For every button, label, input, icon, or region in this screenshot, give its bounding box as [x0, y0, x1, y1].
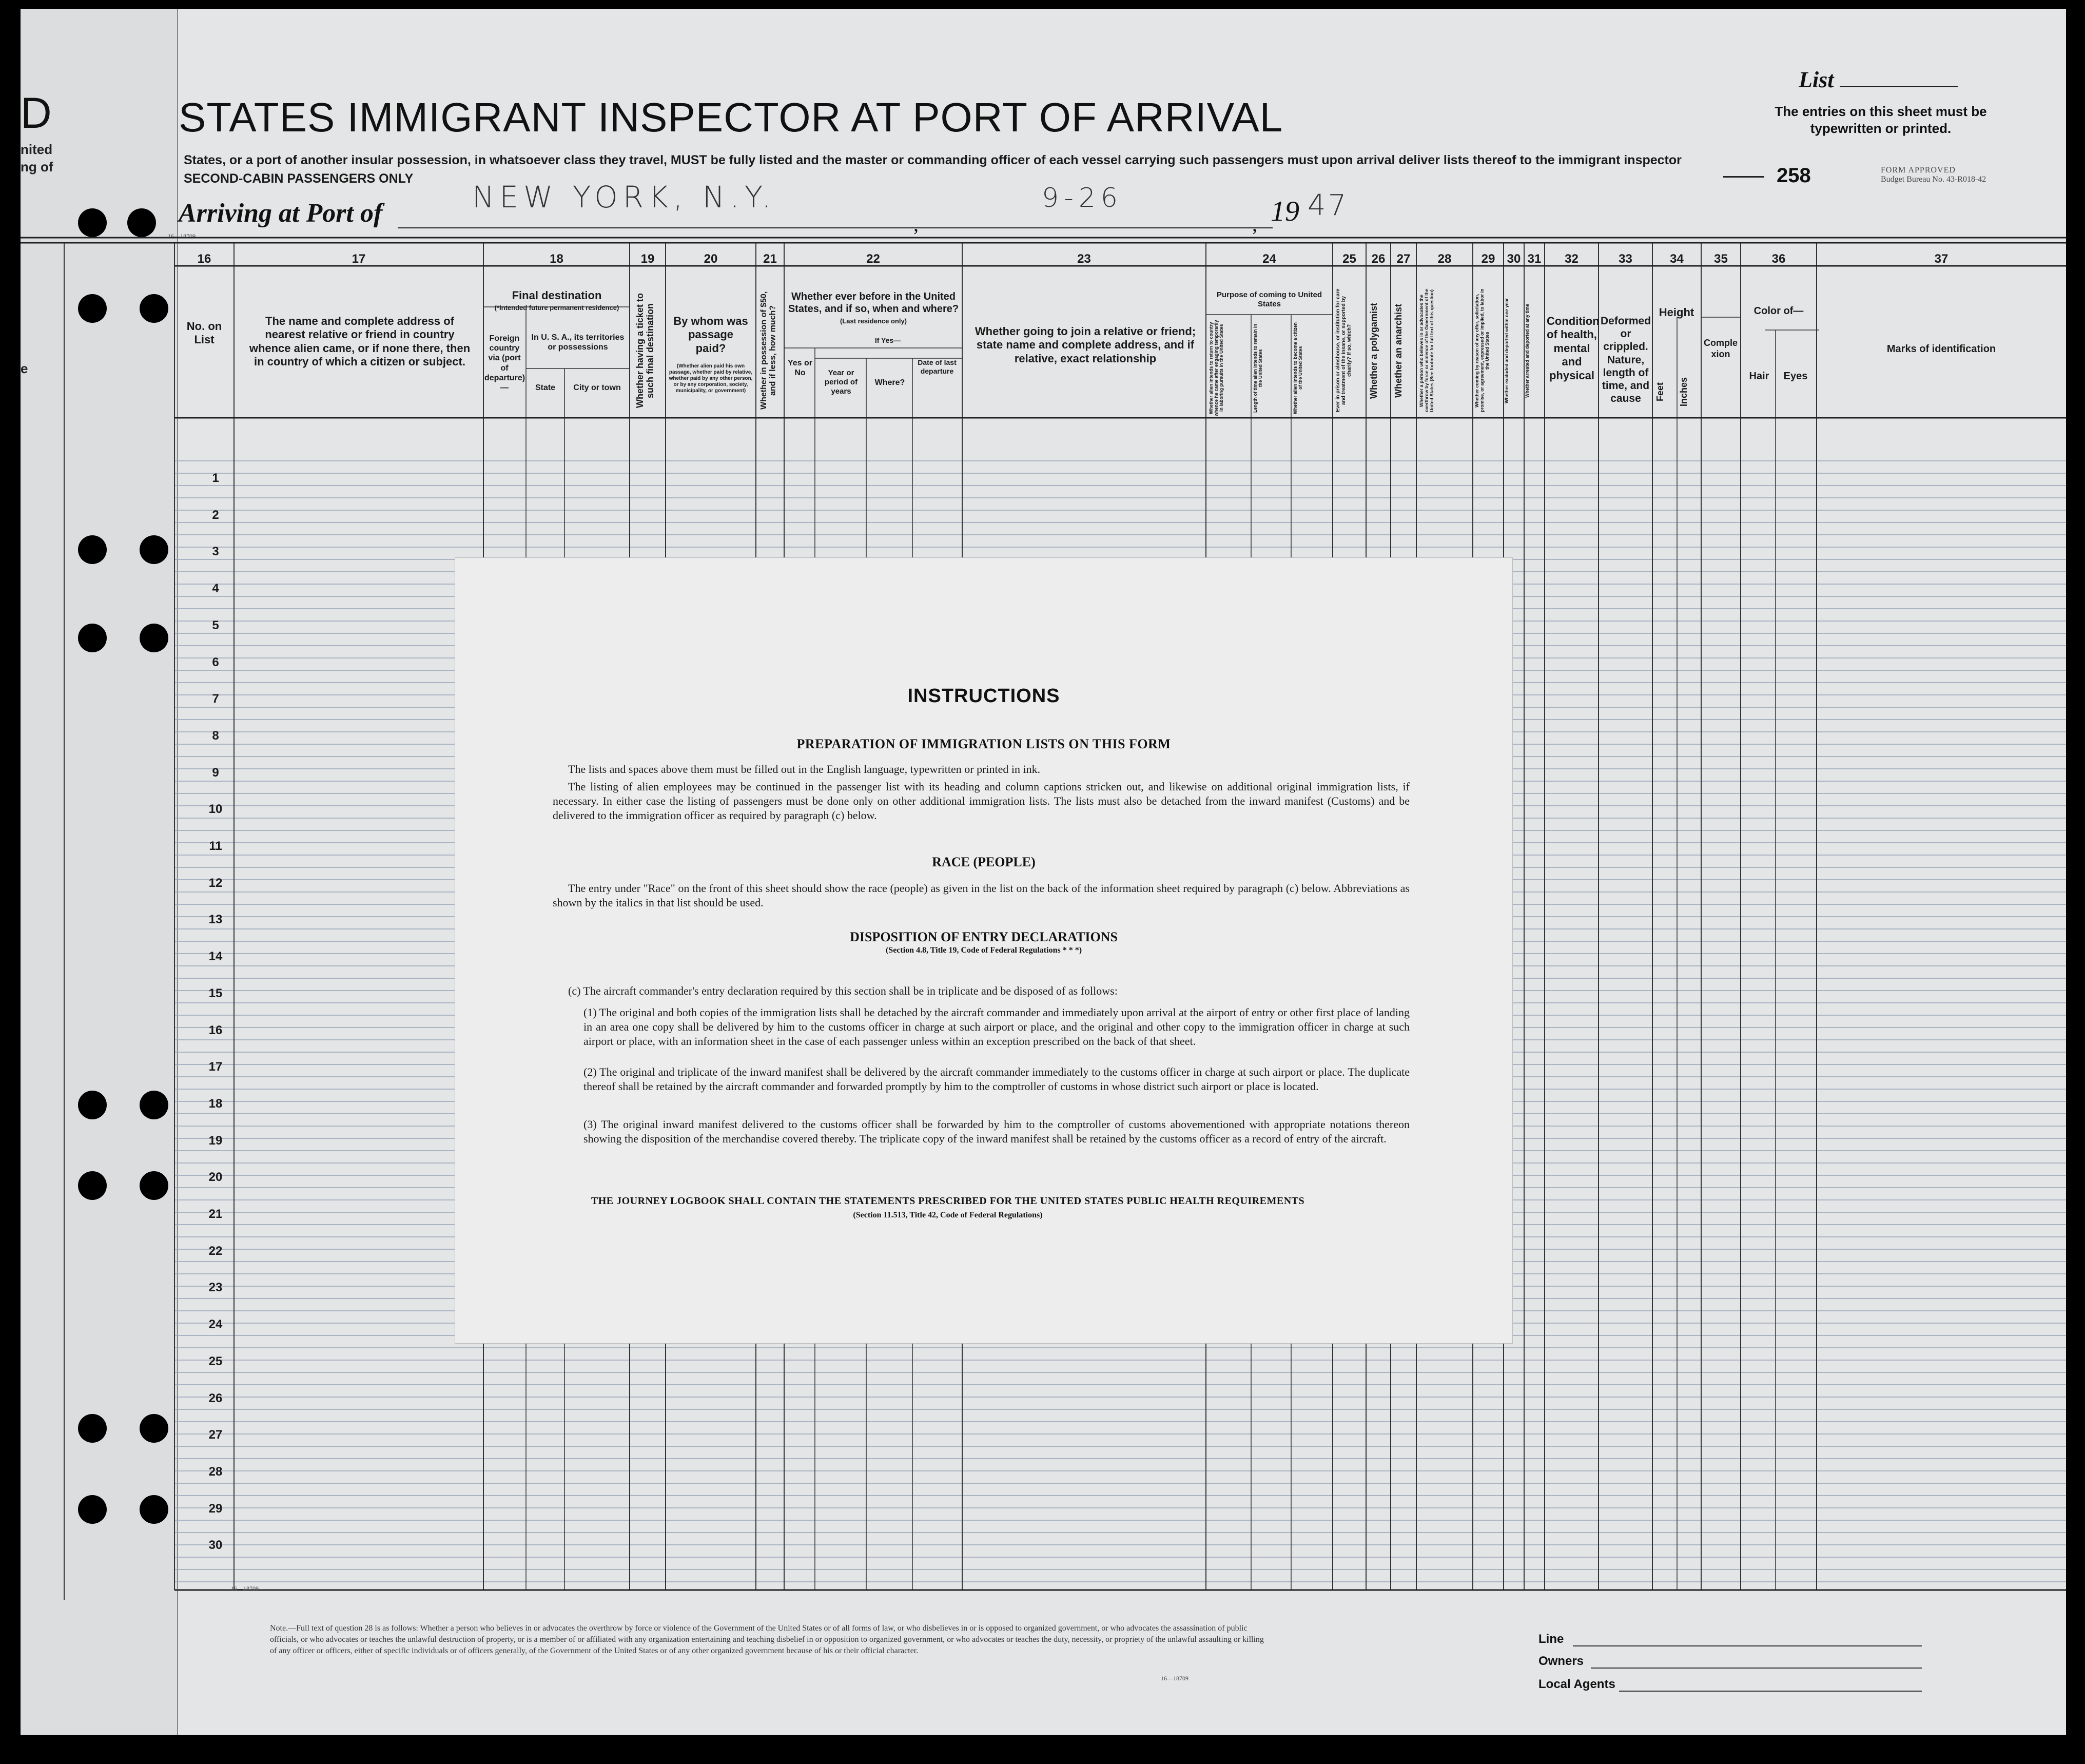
- row-number: 21: [208, 1207, 223, 1221]
- col-header-polygamist: Whether a polygamist: [1369, 302, 1379, 399]
- row-number: 25: [208, 1354, 223, 1368]
- entries-note: The entries on this sheet must be typewritten or printed.: [1775, 104, 1987, 136]
- row-number: 14: [208, 949, 223, 964]
- col-header-where: Where?: [874, 378, 905, 387]
- row-number: 24: [208, 1317, 223, 1332]
- column-number: 37: [1934, 252, 1948, 266]
- form-code: 16—18709: [168, 232, 196, 240]
- page-title: STATES IMMIGRANT INSPECTOR AT PORT OF ARRIVAL: [179, 94, 1283, 140]
- instructions-paragraph: (2) The original and triplicate of the inward manifest shall be delivered by the aircraft commander immediately to the customs officer in charge at such airport or place. The duplicate thereof shall be retained by the aircraft commander and forwarded promptly by him to the comptroller of customs in whose district such airport or place is located.: [583, 1065, 1410, 1093]
- row-number: 18: [208, 1096, 223, 1111]
- manifest-page: D nited ng of e STATES IMMIGRANT INSPECTOR AT PORT OF ARRIVAL States, or a port of another insular possession, in whatsoever class they travel, MUST be fully listed and the master or commanding officer of each vessel carrying such passengers must upon arrival deliver lists thereof to the immigrant inspector SECOND-CABIN PASSENGERS ONLY Arriving at Port of NEW YORK, N.Y. , 9-26 , 19 47 List The entries on this sheet must be typewritten or printed. 258 FORM APPROVED Budget Bureau No. 43-R018-42 16—18709 16 17 18 19 20 21 22 23 24 25 26 27 28 29 30 31 32 33 34 35 36 37 No. on List The name and complete address of nearest relative or friend in country whence alien came, or if none there, then in country of which a citizen or subject. Final destination (*Intended future permanent residence) Foreign country via (port of departure)— In U. S. A., its territories or possessions State City or town Whether having a ticket to such final destination By whom was passage paid? (Whether alien paid his own passage, whether paid by relative, whether paid by any other person, or by any corporation, society, municipality, or government) Whether in possession of $50, and if less, how much? Whether ever before in the United States, and if so, when and where? (Last residence only) If Yes— Yes or No Year or period of years Where? Date of last departure Whether going to join a relative or friend; state name and complete address, and if relative, exact relationship Purpose of coming to United States Whether alien intends to return to country whence he came after engaging temporarily in laboring pursuits in the United States Length of time alien intends to remain in the United States Whether alien intends to become a citizen of the United States Ever in prison or almshouse, or institution for care and treatment of the insane, or supported by charity? If so, which? Whether a polygamist Whether an anarchist Whether a person who believes in or advocates the overthrow by force or violence of the Government of the United States (See footnote for full text of this question) Whether coming by reason of any offer, solicitation, promise, or agreement, expressed or implied, to labor in the United States Whether excluded and deported within one year Whether arrested and deported at any time Condition of health, mental and physical Deformed or crippled. Nature, length of time, and cause Height Feet Inches Complexion Color of— Hair Eyes Marks of identification 1 2 3 4 5 6 7 8 9 10 11 12 13 14 15 16 17 18 19 20 21 22 23 24 25 26 27 28 29 30 16—18709 INSTRUCTIONS PREPARATION OF IMMIGRATION LISTS ON THIS FORM The lists and spaces above them must be filled out in the English language, typewritten or printed in ink. The listing of alien employees may be continued in the passenger list with its heading and column captions stricken out, and likewise on additional original immigration lists, if necessary. In either case the listing of passengers must be done only on other additional immigration lists. The lists must also be detached from the inward manifest (Customs) and be delivered to the immigration officer as required by paragraph (c) below. RACE (PEOPLE) The entry under "Race" on the front of this sheet should show the race (people) as given in the list on the back of the information sheet required by paragraph (c) below. Abbreviations as shown by the italics in that list should be used. DISPOSITION OF ENTRY DECLARATIONS (Section 4.8, Title 19, Code of Federal Regulations * * *) (c) The aircraft commander's entry declaration required by this section shall be in triplicate and be disposed of as follows: (1) The original and both copies of the immigration lists shall be detached by the aircraft commander and immediately upon arrival at the airport of entry or other first place of landing in an area one copy shall be delivered by him to the customs officer in charge at such airport or place, and the original and other copy to the immigration officer in charge at such airport or place, with an information sheet in the case of each passenger unless within an exception prescribed on the back of that sheet. (2) The original and triplicate of the inward manifest shall be delivered by the aircraft commander immediately to the customs officer in charge at such airport or place. The duplicate thereof shall be retained by the aircraft commander and forwarded promptly by him to the comptroller of customs in whose district such airport or place is located. (3) The original inward manifest delivered to the customs officer shall be forwarded by him to the comptroller of customs abovementioned with appropriate notations thereon showing the disposition of the merchandise covered thereby. The triplicate copy of the inward manifest shall be retained by the customs officer as a record of entry of the aircraft. THE JOURNEY LOGBOOK SHALL CONTAIN THE STATEMENTS PRESCRIBED FOR THE UNITED STATES PUBLIC HEALTH REQUIREMENTS (Section 11.513, Title 42, Code of Federal Regulations) Note.—Full text of question 28 is as follows: Whether a person who believes in or advocates the overthrow by force or violence of the Government of the United States or of all forms of law, or who disbelieves in or is opposed to organized government, or who advocates the assassination of public officials, or who advocates or teaches the unlawful destruction of property, or is a member of or affiliated with any organization entertaining and teaching disbelief in or opposition to organized government, or who advocates or teaches the duty, necessity, or propriety of the unlawful assaulting or killing of any officer or officers, either of specific individuals or of officers generally, of the Government of the United States or of any other organized government because of his or their official character. 16—18709 Line Owners Local Agents: [21, 9, 2066, 1735]
- col-header-list-no: No. on List: [186, 320, 222, 346]
- instructions-sheet: INSTRUCTIONS PREPARATION OF IMMIGRATION LISTS ON THIS FORM The lists and spaces above them must be filled out in the English language, typewritten or printed in ink. The listing of alien employees may be continued in the passenger list with its heading and column captions stricken out, and likewise on additional original immigration lists, if necessary. In either case the listing of passengers must be done only on other additional immigration lists. The lists must also be detached from the inward manifest (Customs) and be delivered to the immigration officer as required by paragraph (c) below. RACE (PEOPLE) The entry under "Race" on the front of this sheet should show the race (people) as given in the list on the back of the information sheet required by paragraph (c) below. Abbreviations as shown by the italics in that list should be used. DISPOSITION OF ENTRY DECLARATIONS (Section 4.8, Title 19, Code of Federal Regulations * * *) (c) The aircraft commander's entry declaration required by this section shall be in triplicate and be disposed of as follows: (1) The original and both copies of the immigration lists shall be detached by the aircraft commander and immediately upon arrival at the airport of entry or other first place of landing in an area one copy shall be delivered by him to the customs officer in charge at such airport or place, and the original and other copy to the immigration officer in charge at such airport or place, with an information sheet in the case of each passenger unless within an exception prescribed on the back of that sheet. (2) The original and triplicate of the inward manifest shall be delivered by the aircraft commander immediately to the customs officer in charge at such airport or place. The duplicate thereof shall be retained by the aircraft commander and forwarded promptly by him to the comptroller of customs in whose district such airport or place is located. (3) The original inward manifest delivered to the customs officer shall be forwarded by him to the comptroller of customs abovementioned with appropriate notations thereon showing the disposition of the merchandise covered thereby. The triplicate copy of the inward manifest shall be retained by the customs officer as a record of entry of the aircraft. THE JOURNEY LOGBOOK SHALL CONTAIN THE STATEMENTS PRESCRIBED FOR THE UNITED STATES PUBLIC HEALTH REQUIREMENTS (Section 11.513, Title 42, Code of Federal Regulations): [455, 557, 1513, 1344]
- column-number: 33: [1619, 252, 1632, 266]
- row-number: 28: [208, 1464, 223, 1479]
- column-number: 26: [1371, 252, 1386, 266]
- row-number: 8: [212, 728, 219, 743]
- col-header-last-departure: Date of last departure: [918, 358, 957, 375]
- col-header-yes-no: Yes or No: [787, 359, 813, 378]
- row-number: 26: [208, 1391, 223, 1405]
- row-number: 2: [212, 508, 219, 522]
- column-number: 25: [1342, 252, 1356, 266]
- year-prefix: 19: [1271, 196, 1299, 227]
- left-text-fragment: ng of: [21, 159, 53, 175]
- column-number: 27: [1396, 252, 1411, 266]
- column-number: 35: [1714, 252, 1728, 266]
- col-header-eyes: Eyes: [1783, 371, 1808, 382]
- instructions-paragraph: The lists and spaces above them must be filled out in the English language, typewritten or printed in ink.: [568, 763, 1041, 776]
- column-number: 28: [1437, 252, 1452, 266]
- col-header-complexion: Complexion: [1703, 338, 1738, 359]
- col-header-feet: Feet: [1655, 382, 1665, 401]
- row-number: 22: [208, 1244, 223, 1258]
- instructions-title: INSTRUCTIONS: [907, 685, 1060, 707]
- handwritten-year: 47: [1308, 189, 1349, 222]
- row-number: 5: [212, 618, 219, 632]
- column-number: 22: [866, 252, 880, 266]
- handwritten-port: NEW YORK, N.Y.: [472, 180, 776, 215]
- column-number: 16: [197, 252, 211, 266]
- row-number: 20: [208, 1170, 223, 1185]
- sheet-number: 258: [1777, 164, 1811, 187]
- col-header-marks: Marks of identification: [1886, 343, 1996, 355]
- cabin-class: SECOND-CABIN PASSENGERS ONLY: [184, 171, 414, 186]
- arriving-label: Arriving at Port of: [179, 199, 383, 228]
- row-number: 13: [208, 913, 223, 927]
- col-header-money: Whether in possession of $50, and if less, how much?: [759, 291, 777, 410]
- row-number: 3: [212, 545, 219, 559]
- row-number: 19: [208, 1133, 223, 1148]
- instructions-paragraph: (c) The aircraft commander's entry declaration required by this section shall be in triplicate and be disposed of as follows:: [568, 984, 1118, 997]
- col-header-city: City or town: [573, 383, 621, 392]
- col-header-hair: Hair: [1749, 371, 1769, 382]
- instructions-paragraph: The entry under "Race" on the front of this sheet should show the race (people) as given in the list on the back of the information sheet required by paragraph (c) below. Abbreviations as shown by the italics in that list should be used.: [553, 882, 1410, 909]
- local-agents-field[interactable]: [1619, 1691, 1922, 1692]
- column-number: 29: [1481, 252, 1495, 266]
- col-header-passage-paid: By whom was passage paid?: [673, 315, 748, 355]
- instructions-paragraph: (1) The original and both copies of the immigration lists shall be detached by the aircraft commander and immediately upon arrival at the airport of entry or other first place of landing in an area one copy shall be delivered by him to the customs officer in charge at such airport or place, and the original and other copy to the immigration officer in charge at such airport or place, with an information sheet in the case of each passenger unless within an exception prescribed on the back of that sheet.: [583, 1006, 1410, 1048]
- row-number: 10: [208, 802, 223, 817]
- col-header-year: Year or period of years: [824, 369, 858, 396]
- local-agents-label: Local Agents: [1538, 1677, 1615, 1691]
- column-number: 32: [1565, 252, 1579, 266]
- column-number: 19: [640, 252, 655, 266]
- list-label: List: [1799, 67, 1834, 92]
- instructions-heading: RACE (PEOPLE): [932, 855, 1036, 869]
- col-header-deformed: Deformed or crippled. Nature, length of time, and cause: [1601, 315, 1651, 405]
- column-number: 31: [1527, 252, 1542, 266]
- subtitle: States, or a port of another insular possession, in whatsoever class they travel, MUST be fully listed and the master or commanding officer of each vessel carrying such passengers must upon arrival deliver lists thereof to the immigrant inspector: [184, 153, 1682, 167]
- row-number: 16: [208, 1023, 223, 1037]
- row-number: 12: [208, 876, 223, 890]
- col-header-ever-before: Whether ever before in the United States, and if so, when and where?: [788, 291, 959, 315]
- instructions-heading: DISPOSITION OF ENTRY DECLARATIONS: [850, 929, 1118, 944]
- col-header-ticket: Whether having a ticket to such final destination: [635, 293, 655, 409]
- left-letter-fragment: D: [21, 89, 52, 137]
- instructions-heading: PREPARATION OF IMMIGRATION LISTS ON THIS FORM: [796, 736, 1171, 751]
- owners-field[interactable]: [1591, 1668, 1922, 1669]
- row-number: 11: [209, 839, 222, 853]
- owners-label: Owners: [1538, 1654, 1584, 1668]
- row-number: 9: [212, 765, 219, 780]
- form-code: 16—18709: [1161, 1675, 1188, 1682]
- line-field[interactable]: [1573, 1645, 1922, 1646]
- row-number: 1: [212, 471, 219, 485]
- column-number: 24: [1262, 252, 1276, 266]
- row-number: 27: [208, 1428, 223, 1442]
- line-label: Line: [1538, 1632, 1564, 1646]
- column-number: 18: [550, 252, 563, 266]
- row-number: 30: [208, 1538, 223, 1553]
- left-text-fragment: nited: [21, 142, 53, 157]
- instructions-caption: THE JOURNEY LOGBOOK SHALL CONTAIN THE STATEMENTS PRESCRIBED FOR THE UNITED STATES PUBLIC HEALTH REQUIREMENTS: [591, 1195, 1305, 1207]
- col-header-anarchist: Whether an anarchist: [1393, 303, 1404, 398]
- row-number: 15: [208, 986, 223, 1000]
- column-number: 30: [1507, 252, 1521, 266]
- col-header-arrested: Whether arrested and deported at any time: [1525, 303, 1530, 398]
- col-header-foreign-country: Foreign country via (port of departure)—: [484, 334, 525, 392]
- instructions-paragraph: The listing of alien employees may be continued in the passenger list with its heading and column captions stricken out, and likewise on additional original immigration lists, if necessary. In either case the listing of passengers must be done only on other additional immigration lists. The lists must also be detached from the inward manifest (Customs) and be delivered to the immigration officer as required by paragraph (c) below.: [553, 780, 1410, 822]
- col-header-health: Condition of health, mental and physical: [1547, 315, 1600, 382]
- col-header-state: State: [535, 383, 556, 392]
- row-number: 4: [212, 581, 219, 596]
- row-number: 17: [208, 1060, 223, 1074]
- footnote-question-28: Note.—Full text of question 28 is as follows: Whether a person who believes in or advocates the overthrow by force or violence of the Government of the United States or of all forms of law, or who disbelieves in or is opposed to organized government, or who advocates the assassination of public officials, or who advocates or teaches the unlawful destruction of property, or is a member of or affiliated with any organization entertaining and teaching disbelief in or opposition to organized government, or who advocates or teaches the duty, necessity, or propriety of the unlawful assaulting or killing of any officer or officers, either of specific individuals or of officers generally, of the Government of the United States or of any other organized government because of his or their official character.: [270, 1624, 1264, 1655]
- left-text-fragment: e: [21, 361, 28, 376]
- row-number: 7: [212, 692, 219, 706]
- column-number: 36: [1771, 252, 1786, 266]
- col-header-overthrow: Whether a person who believes in or advocates the overthrow by force or violence of the Government of the United States (See footnote for full text of this question): [1419, 288, 1434, 413]
- col-header-color: Color of—: [1753, 305, 1804, 317]
- col-header-excluded: Whether excluded and deported within one year: [1504, 298, 1509, 403]
- column-number: 17: [352, 252, 366, 266]
- row-number: 23: [208, 1281, 223, 1295]
- column-number: 23: [1077, 252, 1091, 266]
- col-header-purpose: Purpose of coming to United States: [1217, 290, 1322, 308]
- form-approved: FORM APPROVED Budget Bureau No. 43-R018-42: [1881, 166, 1986, 184]
- column-number: 20: [704, 252, 718, 266]
- col-header-prison: Ever in prison or almshouse, or institution for care and treatment of the insane, or supported by charity? If so, which?: [1335, 288, 1352, 413]
- col-header-relative: The name and complete address of nearest relative or friend in country whence alien came, or if none there, then in country of which a citizen or subject.: [249, 315, 471, 369]
- row-number: 6: [212, 655, 219, 669]
- col-header-join-relative: Whether going to join a relative or friend; state name and complete address, and if relative, exact relationship: [975, 325, 1196, 365]
- column-number: 34: [1670, 252, 1684, 266]
- form-code: 16—18709: [231, 1585, 259, 1592]
- col-header-height: Height: [1659, 306, 1694, 319]
- instructions-paragraph: (3) The original inward manifest delivered to the customs officer shall be forwarded by him to the comptroller of customs abovementioned with appropriate notations thereon showing the disposition of the merchandise covered thereby. The triplicate copy of the inward manifest shall be retained by the customs officer as a record of entry of the aircraft.: [583, 1118, 1410, 1145]
- col-header-inches: Inches: [1679, 377, 1689, 406]
- row-number: 29: [208, 1501, 223, 1516]
- handwritten-date: 9-26: [1042, 183, 1123, 214]
- column-number: 21: [763, 252, 777, 266]
- col-header-final-destination: Final destination: [512, 289, 602, 302]
- col-header-labor-offer: Whether coming by reason of any offer, solicitation, promise, or agreement, expressed or implied, to labor in the United States: [1474, 288, 1490, 413]
